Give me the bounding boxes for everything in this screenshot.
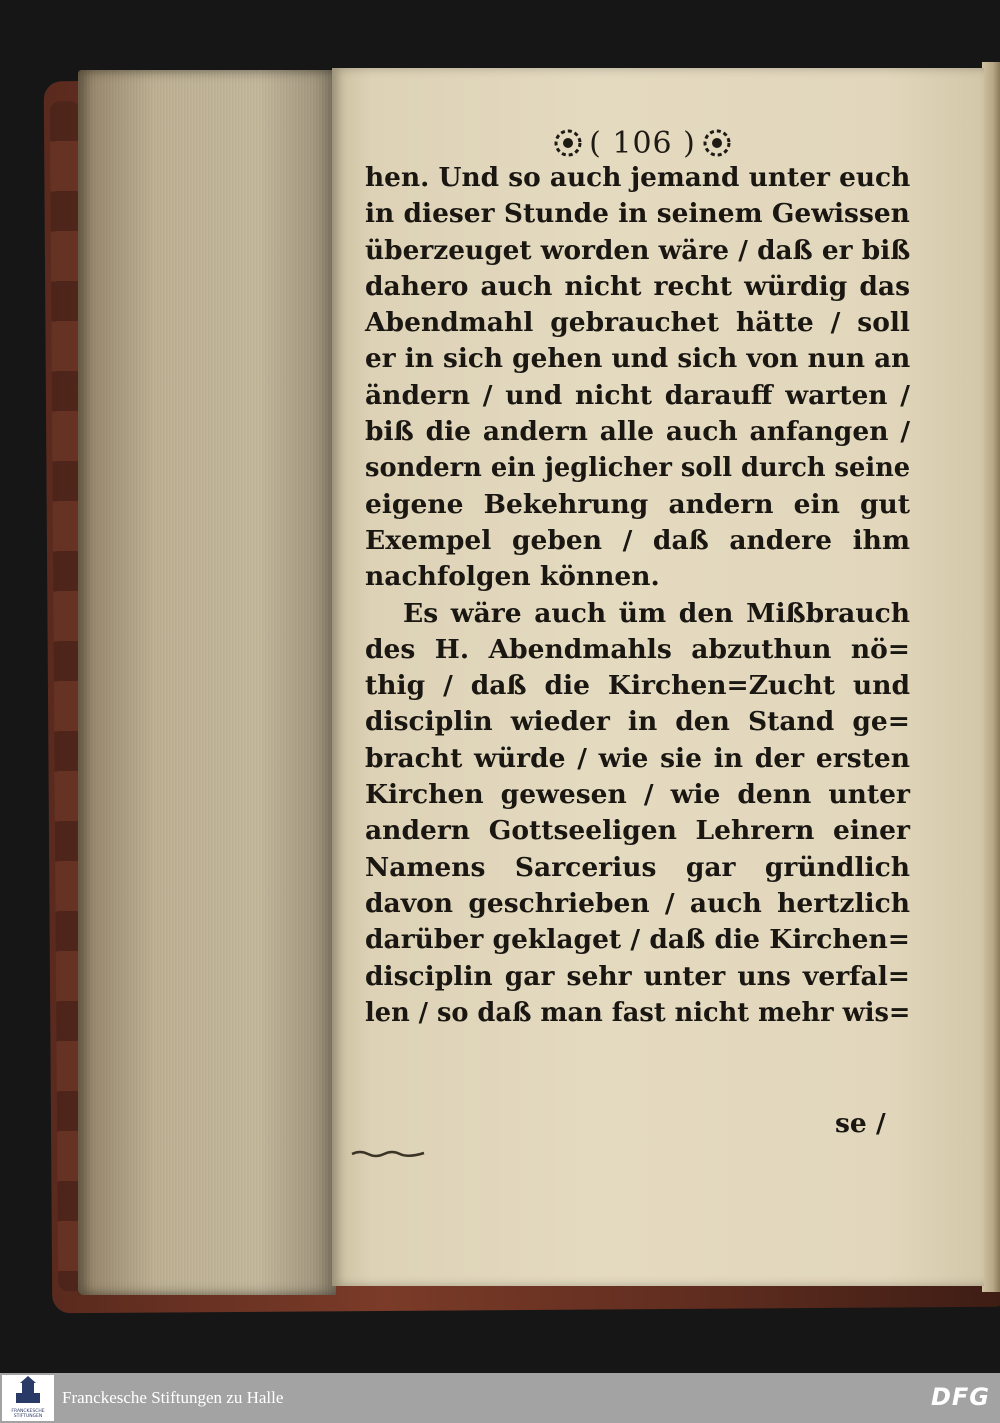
text-line: ändern / und nicht darauff warten / [365,379,910,411]
logo-wordmark: FRANCKESCHE STIFTUNGEN [11,1409,45,1419]
page-body-text [365,160,910,1031]
text-line: hen. Und so auch jemand unter euch [365,162,911,193]
page-number: ( 106 ) [589,125,696,161]
institution-logo[interactable] [2,1375,54,1421]
text-line: biß die andern alle auch anfangen / [365,416,910,448]
text-line: Es wäre auch üm den Mißbrauch [403,597,910,629]
text-line: eigene Bekehrung andern ein gut [365,488,910,520]
dfg-logo[interactable]: DFG [930,1383,990,1411]
institution-emblem-icon [2,1375,54,1409]
text-line: darüber geklaget / daß die Kirchen= [365,924,910,956]
text-line: des H. Abendmahls abzuthun nö= [365,633,910,665]
catchword: se / [835,1108,886,1139]
text-line: er in sich gehen und sich von nun an [365,343,911,375]
facing-page-edge [982,62,1000,1292]
text-line: davon geschrieben / auch hertzlich [365,887,910,919]
text-line: sondern ein jeglicher soll durch seine [365,452,911,484]
institution-name[interactable]: Franckesche Stiftungen zu Halle [62,1388,284,1407]
text-line: bracht würde / wie sie in der ersten [365,742,910,774]
text-line: dahero auch nicht recht würdig das [365,270,910,302]
text-line: Abendmahl gebrauchet hätte / soll [365,307,910,339]
text-line: thig / daß die Kirchen=Zucht und [365,670,910,702]
text-line: Exempel geben / daß andere ihm [365,524,910,556]
text-line: nachfolgen können. [365,561,660,593]
text-line: disciplin gar sehr unter uns verfal= [365,960,910,992]
library-stamp-icon [350,1146,426,1160]
page-edges [78,70,336,1295]
flower-ornament-icon [553,128,583,158]
text-line: andern Gottseeligen Lehrern einer [365,815,910,847]
flower-ornament-icon [702,128,732,158]
text-line: len / so daß man fast nicht mehr wis= [365,996,911,1028]
text-line: Kirchen gewesen / wie denn unter [365,779,910,811]
text-line: Namens Sarcerius gar gründlich [365,851,910,883]
footer-bar [0,1373,1000,1423]
text-line: überzeuget worden wäre / daß er biß [365,234,911,266]
text-line: disciplin wieder in den Stand ge= [365,706,910,738]
text-line: in dieser Stunde in seinem Gewissen [365,198,910,230]
